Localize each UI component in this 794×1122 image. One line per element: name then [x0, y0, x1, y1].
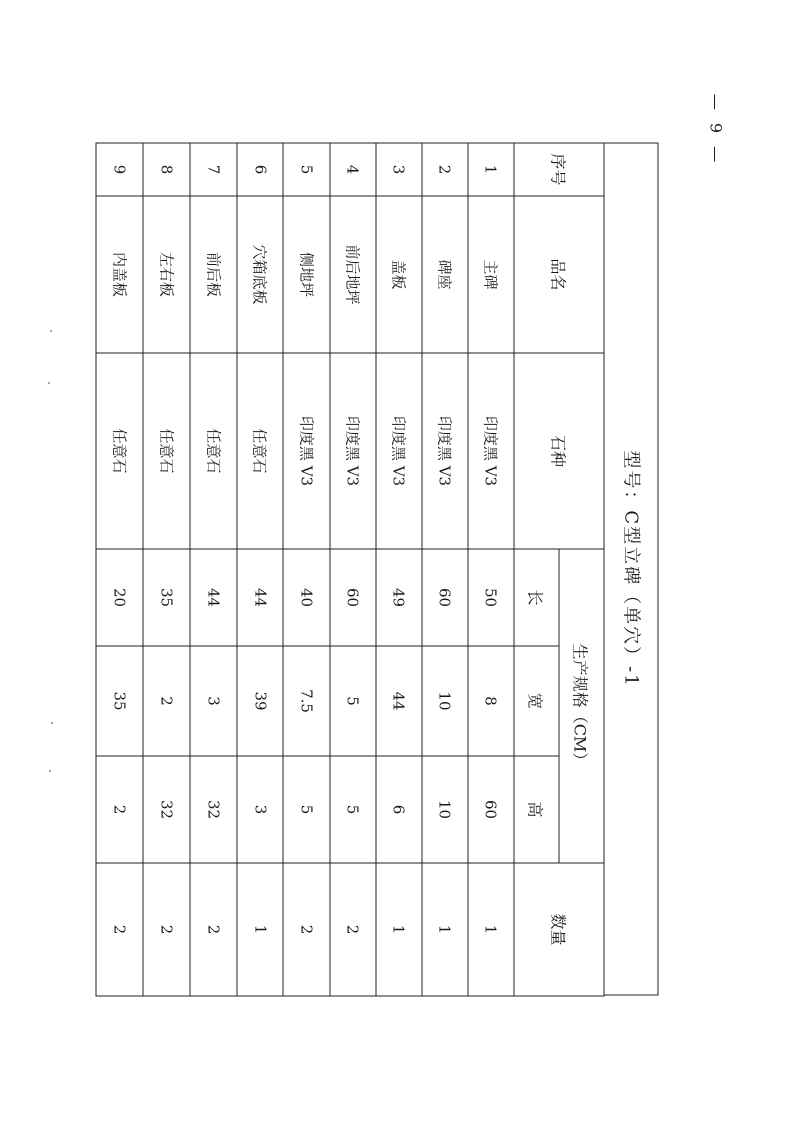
- table-row: [468, 143, 514, 996]
- cell-name: 盖板: [376, 196, 422, 353]
- table-row: [376, 143, 422, 996]
- table-row: [96, 143, 143, 996]
- cell-qty: 1: [237, 863, 283, 996]
- cell-length: 50: [468, 549, 514, 646]
- header-stone: 石种: [514, 353, 604, 549]
- cell-height: 5: [330, 756, 376, 863]
- cell-name: 左右板: [143, 196, 190, 353]
- cell-height: 5: [283, 756, 329, 863]
- header-length: 长: [514, 549, 559, 646]
- cell-width: 7.5: [283, 646, 329, 756]
- table-title: 型号：C型立碑（单穴）-1: [605, 143, 659, 996]
- cell-height: 32: [190, 756, 237, 863]
- spec-table: [96, 143, 605, 997]
- cell-name: 碑座: [422, 196, 468, 353]
- cell-name: 前后地坪: [330, 196, 376, 353]
- cell-index: 9: [96, 143, 143, 196]
- spec-table-container: [96, 143, 659, 996]
- table-row: [237, 143, 283, 996]
- header-width: 宽: [514, 646, 559, 756]
- header-name: 品名: [514, 196, 604, 353]
- cell-width: 5: [330, 646, 376, 756]
- cell-height: 6: [376, 756, 422, 863]
- scan-speck: [49, 770, 51, 772]
- header-index: 序号: [514, 143, 604, 196]
- cell-height: 10: [422, 756, 468, 863]
- cell-length: 40: [283, 549, 329, 646]
- cell-name: 前后板: [190, 196, 237, 353]
- table-row: [143, 143, 190, 996]
- cell-stone: 任意石: [143, 353, 190, 549]
- header-spec: 生产规格（CM）: [559, 549, 604, 863]
- cell-stone: 任意石: [96, 353, 143, 549]
- table-row: [283, 143, 329, 996]
- scan-speck: [48, 382, 50, 384]
- cell-height: 2: [96, 756, 143, 863]
- cell-stone: 印度黑 V3: [422, 353, 468, 549]
- cell-index: 8: [143, 143, 190, 196]
- cell-stone: 印度黑 V3: [283, 353, 329, 549]
- cell-name: 穴箱底板: [237, 196, 283, 353]
- cell-index: 5: [283, 143, 329, 196]
- cell-length: 44: [190, 549, 237, 646]
- cell-stone: 印度黑 V3: [468, 353, 514, 549]
- cell-index: 3: [376, 143, 422, 196]
- cell-length: 20: [96, 549, 143, 646]
- table-row: [422, 143, 468, 996]
- cell-qty: 2: [330, 863, 376, 996]
- cell-length: 49: [376, 549, 422, 646]
- cell-qty: 2: [190, 863, 237, 996]
- scan-speck: [51, 722, 53, 724]
- cell-width: 3: [190, 646, 237, 756]
- cell-length: 44: [237, 549, 283, 646]
- cell-name: 内盖板: [96, 196, 143, 353]
- cell-width: 39: [237, 646, 283, 756]
- cell-qty: 2: [96, 863, 143, 996]
- cell-index: 1: [468, 143, 514, 196]
- table-row: [190, 143, 237, 996]
- cell-height: 32: [143, 756, 190, 863]
- cell-name: 侧地坪: [283, 196, 329, 353]
- cell-stone: 任意石: [190, 353, 237, 549]
- cell-qty: 1: [376, 863, 422, 996]
- table-row: [330, 143, 376, 996]
- header-height: 高: [514, 756, 559, 863]
- cell-length: 60: [422, 549, 468, 646]
- cell-stone: 印度黑 V3: [330, 353, 376, 549]
- cell-qty: 1: [422, 863, 468, 996]
- cell-stone: 任意石: [237, 353, 283, 549]
- cell-width: 10: [422, 646, 468, 756]
- cell-index: 4: [330, 143, 376, 196]
- cell-width: 35: [96, 646, 143, 756]
- page-number: — 9 —: [706, 93, 726, 167]
- cell-index: 7: [190, 143, 237, 196]
- cell-width: 44: [376, 646, 422, 756]
- cell-stone: 印度黑 V3: [376, 353, 422, 549]
- cell-index: 6: [237, 143, 283, 196]
- cell-height: 60: [468, 756, 514, 863]
- cell-length: 60: [330, 549, 376, 646]
- cell-length: 35: [143, 549, 190, 646]
- cell-qty: 2: [283, 863, 329, 996]
- header-qty: 数量: [514, 863, 604, 996]
- cell-width: 2: [143, 646, 190, 756]
- cell-qty: 1: [468, 863, 514, 996]
- cell-width: 8: [468, 646, 514, 756]
- scan-speck: [50, 330, 52, 332]
- cell-name: 主碑: [468, 196, 514, 353]
- cell-qty: 2: [143, 863, 190, 996]
- cell-height: 3: [237, 756, 283, 863]
- cell-index: 2: [422, 143, 468, 196]
